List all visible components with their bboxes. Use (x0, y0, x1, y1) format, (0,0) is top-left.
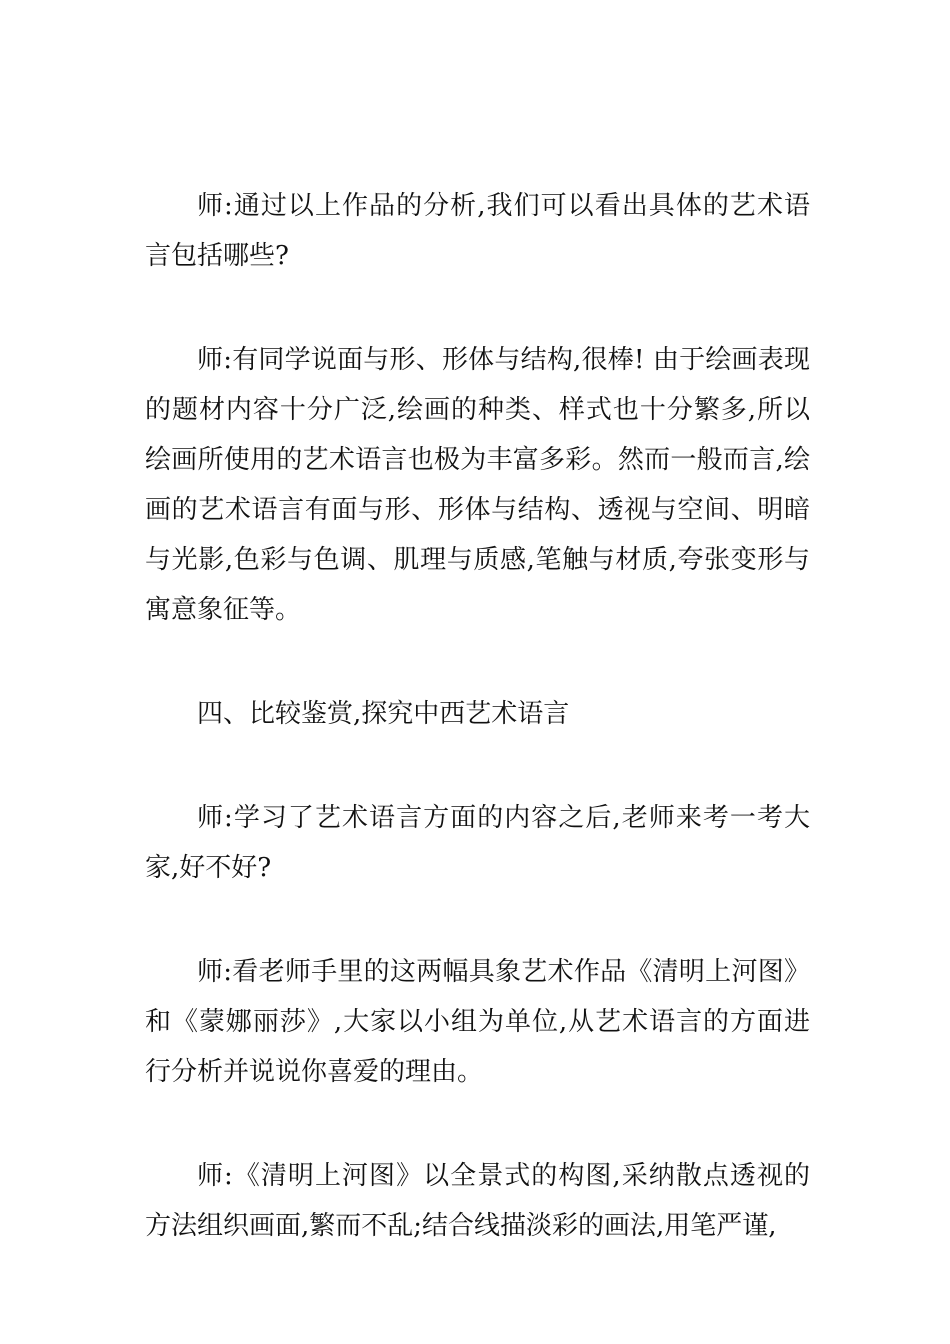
document-body (145, 181, 810, 1251)
section-heading-compare-appreciate: 四、比较鉴赏,探究中西艺术语言 (197, 699, 570, 729)
paragraph-question-art-language: 师:通过以上作品的分析,我们可以看出具体的艺术语言包括哪些? (145, 191, 810, 271)
paragraph-teacher-quiz: 师:学习了艺术语言方面的内容之后,老师来考一考大家,好不好? (145, 803, 810, 883)
paragraph-qingming-analysis: 师:《清明上河图》以全景式的构图,采纳散点透视的方法组织画面,繁而不乱;结合线描淡彩的画法,用笔严谨, (145, 1161, 810, 1241)
paragraph-two-artworks: 师:看老师手里的这两幅具象艺术作品《清明上河图》和《蒙娜丽莎》,大家以小组为单位,从艺术语言的方面进行分析并说说你喜爱的理由。 (145, 957, 810, 1087)
paragraph-art-language-types: 师:有同学说面与形、形体与结构,很棒! 由于绘画表现的题材内容十分广泛,绘画的种类、样式也十分繁多,所以绘画所使用的艺术语言也极为丰富多彩。然而一般而言,绘画的艺术语言有面与形、形体与结构、透视与空间、明暗与光影,色彩与色调、肌理与质感,笔触与材质,夸张变形与寓意象征等。 (145, 345, 810, 625)
